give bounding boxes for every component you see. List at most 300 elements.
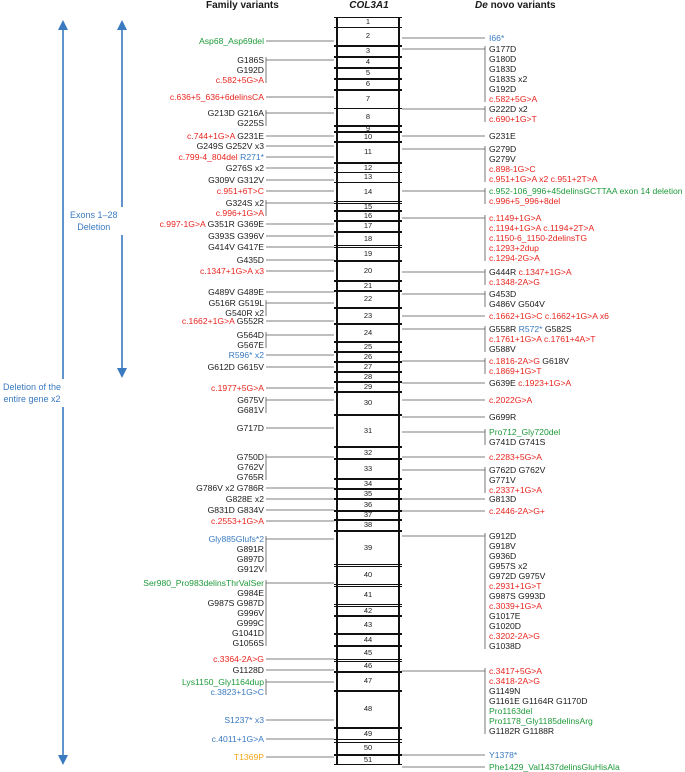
variant-text: G912D <box>489 531 517 541</box>
exon-number-1: 1 <box>365 17 371 26</box>
variant-text: G699R <box>489 412 517 422</box>
exon-boundary <box>334 659 402 660</box>
exon-number-18: 18 <box>363 233 373 243</box>
variant-text: c.1194+1G>A c.1194+2T>A <box>489 223 595 233</box>
exon-number-46: 46 <box>363 661 373 670</box>
variant-text: c.898-1G>C <box>489 164 536 174</box>
variant-text: G1017E <box>489 611 521 621</box>
family-variant-line <box>209 534 264 544</box>
exon-boundary <box>334 27 402 28</box>
exon-boundary <box>334 245 402 246</box>
variant-text: c.1816-2A>G <box>489 356 540 366</box>
denovo-variant-line <box>489 64 516 74</box>
variant-text: c.2337+1G>A <box>489 485 543 495</box>
variant-text: G762V <box>237 462 264 472</box>
variant-text: G741D G741S <box>489 437 546 447</box>
denovo-variant-line <box>489 465 545 475</box>
exon-number-35: 35 <box>363 488 373 498</box>
family-variant-line <box>237 554 264 564</box>
variant-text: G1128D <box>232 665 264 675</box>
family-variant-line <box>237 618 264 628</box>
family-variant-line <box>178 152 264 162</box>
exon-boundary <box>334 764 402 765</box>
family-variant-line <box>224 715 264 725</box>
denovo-variant-line <box>489 686 520 696</box>
denovo-variant-line <box>489 164 536 174</box>
variant-text: R271* <box>237 152 264 162</box>
variant-text: c.1347+1G>A <box>516 267 572 277</box>
variant-text: c.744+1G>A <box>187 131 235 141</box>
family-variant-line <box>237 340 264 350</box>
exon-number-6: 6 <box>365 79 371 88</box>
denovo-variant-line <box>489 344 516 354</box>
exon-number-17: 17 <box>363 221 373 230</box>
exon-boundary <box>334 566 402 567</box>
variant-text: G183D <box>489 64 517 74</box>
variant-text: G213D G216A <box>207 108 264 118</box>
family-variant-line <box>237 330 264 340</box>
exon-number-41: 41 <box>363 590 373 599</box>
exon-boundary <box>334 324 402 325</box>
family-variant-line <box>196 483 264 493</box>
denovo-variant-line <box>489 84 516 94</box>
family-variant-line <box>233 665 264 675</box>
variant-text: c.1761+1G>A c.1761+4A>T <box>489 334 596 344</box>
exon-boundary <box>334 459 402 460</box>
family-variant-line <box>226 163 264 173</box>
variant-text: c.1923+1G>A <box>515 378 572 388</box>
denovo-variant-line <box>489 131 516 141</box>
variant-text: Ser980_Pro983delinsThrValSer <box>143 578 264 588</box>
family-variant-line <box>182 677 264 687</box>
denovo-variant-line <box>489 571 545 581</box>
denovo-variant-line <box>489 696 587 706</box>
variant-text: c.1662+1G>C c.1662+1G>A x6 <box>489 311 609 321</box>
denovo-variant-line <box>489 726 554 736</box>
denovo-variant-line <box>489 94 537 104</box>
variant-text: G639E <box>489 378 516 388</box>
variant-text: G891R <box>236 544 264 554</box>
variant-text: G762D G762V <box>489 465 546 475</box>
variant-text: c.2931+1G>T <box>489 581 542 591</box>
denovo-variant-line <box>489 174 597 184</box>
exon-number-51: 51 <box>363 754 373 764</box>
variant-text: c.1869+1G>T <box>489 366 542 376</box>
denovo-variant-line <box>489 54 516 64</box>
variant-text: T1369P <box>233 752 264 762</box>
denovo-variant-line <box>489 475 516 485</box>
denovo-variant-line <box>489 74 527 84</box>
variant-text: I66* <box>489 33 505 43</box>
variant-text: G516R G519L <box>208 298 264 308</box>
family-variant-line <box>209 298 264 308</box>
exon-number-10: 10 <box>363 131 373 141</box>
variant-text: Asp68_Asp69del <box>199 36 264 46</box>
denovo-variant-line <box>489 750 517 760</box>
de-novo-variants-header: De novo variants <box>475 0 556 11</box>
variant-text: G918V <box>489 541 516 551</box>
exon-number-34: 34 <box>363 478 373 488</box>
denovo-variant-line <box>489 541 516 551</box>
variant-text: G1041D <box>231 628 264 638</box>
family-variant-line <box>212 734 264 744</box>
variant-text: G489V G489E <box>208 287 264 297</box>
variant-text: G618V <box>539 356 570 366</box>
variant-text: c.2553+1G>A <box>210 516 264 526</box>
variant-text: G1161E G1164R G1170D <box>489 696 588 706</box>
variant-text: G717D <box>236 423 264 433</box>
exon-number-31: 31 <box>363 425 373 435</box>
family-variant-line <box>208 242 264 252</box>
exon-boundary <box>334 691 402 692</box>
variant-text: G750D <box>236 452 264 462</box>
denovo-variant-line <box>489 494 516 504</box>
variant-text: c.690+1G>T <box>489 114 537 124</box>
variant-text: G813D <box>489 494 517 504</box>
variant-text: G1149N <box>489 686 521 696</box>
variant-text: c.3039+1G>A <box>489 601 543 611</box>
denovo-variant-line <box>489 716 593 726</box>
denovo-variant-line <box>489 676 540 686</box>
exon-number-13: 13 <box>363 172 373 181</box>
denovo-variant-line <box>489 114 537 124</box>
family-variant-line <box>160 219 264 229</box>
variant-text: c.2446-2A>G+ <box>489 506 545 516</box>
denovo-variant-line <box>489 299 545 309</box>
exon-number-3: 3 <box>365 46 371 55</box>
variant-text: c.799-4_804del <box>178 152 238 162</box>
denovo-variant-line <box>489 621 521 631</box>
family-variant-line <box>237 395 264 405</box>
variant-text: c.996+5_996+8del <box>489 196 561 206</box>
exon-number-30: 30 <box>363 398 373 407</box>
denovo-variant-line <box>489 289 516 299</box>
exon-number-49: 49 <box>363 728 373 738</box>
exon-number-36: 36 <box>363 499 373 509</box>
family-variant-line <box>237 423 264 433</box>
variant-text: c.1977+5G>A <box>210 383 264 393</box>
family-variant-line <box>237 608 264 618</box>
variant-text: G1038D <box>489 641 522 651</box>
exon-boundary <box>334 308 402 309</box>
denovo-variant-line <box>489 706 532 716</box>
family-variant-line <box>170 92 264 102</box>
family-variant-line <box>197 141 264 151</box>
variant-text: G786V x2 G786R <box>196 483 264 493</box>
variant-text: G225S <box>237 118 264 128</box>
exon-boundary <box>334 672 402 673</box>
variant-text: G957S x2 <box>489 561 528 571</box>
exon-number-11: 11 <box>364 147 372 156</box>
exon-boundary <box>334 247 402 248</box>
variant-text: c.996+1G>A <box>215 208 264 218</box>
family-variant-line <box>208 108 264 118</box>
variant-text: Y1378* <box>489 750 518 760</box>
entire-gene-deletion-label: Deletion of the entire gene x2 <box>2 382 62 404</box>
exon-boundary <box>334 739 402 740</box>
variant-text: S1237* x3 <box>224 715 264 725</box>
variant-text: c.2283+5G>A <box>489 452 543 462</box>
exon-boundary <box>334 182 402 183</box>
variant-text: c.3202-2A>G <box>489 631 540 641</box>
family-variant-line <box>208 362 264 372</box>
variant-text: G987S G993D <box>489 591 546 601</box>
variant-text: c.2022G>A <box>489 395 533 405</box>
family-variant-line <box>237 588 264 598</box>
exon-number-23: 23 <box>363 310 373 320</box>
variant-text: c.3823+1G>C <box>210 687 264 697</box>
variant-text: G564D <box>236 330 264 340</box>
family-variants-header: Family variants <box>206 0 279 11</box>
variant-text: G351R G369E <box>205 219 264 229</box>
variant-text: c.4011+1G>A <box>211 734 264 744</box>
exon-boundary <box>334 291 402 292</box>
denovo-variant-line <box>489 196 560 206</box>
family-variant-line <box>232 638 264 648</box>
denovo-variant-line <box>489 233 587 243</box>
denovo-variant-line <box>489 427 560 437</box>
variant-text: G558R <box>489 324 517 334</box>
exon-number-2: 2 <box>365 31 371 40</box>
variant-text: G1020D <box>489 621 522 631</box>
exon-number-27: 27 <box>363 361 373 371</box>
variant-text: G987S G987D <box>207 598 264 608</box>
denovo-variant-line <box>489 452 542 462</box>
exon-boundary <box>334 616 402 617</box>
exon-number-29: 29 <box>363 381 373 391</box>
variant-text: G192D <box>489 84 517 94</box>
variant-text: G567E <box>237 340 264 350</box>
variant-text: G180D <box>489 54 517 64</box>
denovo-variant-line <box>489 324 572 334</box>
variant-text: G588V <box>489 344 516 354</box>
variant-text: R572* <box>516 324 543 334</box>
variant-text: Pro1163del <box>489 706 533 716</box>
variant-text: G231E <box>234 131 264 141</box>
family-variant-line <box>237 405 264 415</box>
exon-number-39: 39 <box>363 542 373 552</box>
family-variant-line <box>226 494 264 504</box>
variant-text: G540R x2 <box>225 308 264 318</box>
variant-text: G249S G252V x3 <box>196 141 264 151</box>
exon-number-7: 7 <box>365 94 371 103</box>
variant-text: G279V <box>489 154 516 164</box>
exon-number-8: 8 <box>365 111 371 121</box>
variant-text: G582S <box>542 324 572 334</box>
exon-boundary <box>334 531 402 532</box>
exon-number-28: 28 <box>363 371 373 381</box>
variant-text: G828E x2 <box>225 494 264 504</box>
denovo-variant-line <box>489 104 528 114</box>
variant-text: Pro1178_Gly1185delinsArg <box>489 716 593 726</box>
variant-text: G765R <box>236 472 264 482</box>
variant-text: G324S x2 <box>225 198 264 208</box>
exon-boundary <box>334 604 402 605</box>
variant-text: Pro712_Gly720del <box>489 427 561 437</box>
family-variant-line <box>216 75 264 85</box>
family-variant-line <box>208 231 264 241</box>
variant-text: G453D <box>489 289 517 299</box>
denovo-variant-line <box>489 591 545 601</box>
variant-text: G414V G417E <box>208 242 264 252</box>
denovo-variant-line <box>489 378 571 388</box>
family-variant-line <box>237 55 264 65</box>
family-variant-line <box>234 752 264 762</box>
variant-text: G309V G312V <box>208 175 264 185</box>
exon-boundary <box>334 646 402 647</box>
family-variant-line <box>208 598 264 608</box>
family-variant-line <box>237 462 264 472</box>
variant-text: R596* x2 <box>228 350 264 360</box>
variant-text: Phe1429_Val1437delinsGluHisAla <box>489 762 620 772</box>
denovo-variant-line <box>489 144 516 154</box>
denovo-variant-line <box>489 561 527 571</box>
denovo-variant-line <box>489 601 542 611</box>
exon-number-47: 47 <box>363 676 373 685</box>
variant-text: c.3364-2A>G <box>213 654 264 664</box>
denovo-variant-line <box>489 641 521 651</box>
exon-number-4: 4 <box>365 57 371 66</box>
variant-text: G612D G615V <box>207 362 264 372</box>
denovo-variant-line <box>489 311 609 321</box>
exon-boundary <box>334 564 402 565</box>
variant-text: c.997-1G>A <box>159 219 206 229</box>
denovo-variant-line <box>489 334 596 344</box>
exon-boundary <box>334 142 402 143</box>
family-variant-line <box>237 452 264 462</box>
variant-text: c.582+5G>A <box>215 75 264 85</box>
exons-1-28-deletion-label: Exons 1–28 Deletion <box>70 210 118 232</box>
denovo-variant-line <box>489 213 541 223</box>
denovo-variant-line <box>489 551 516 561</box>
variant-text: c.1347+1G>A x3 <box>199 266 264 276</box>
variant-text: G186S <box>237 55 264 65</box>
variant-text: G984E <box>237 588 264 598</box>
variant-text: G1056S <box>232 638 264 648</box>
family-variant-line <box>232 628 264 638</box>
exon-number-15: 15 <box>363 201 373 211</box>
variant-text: G912V <box>237 564 264 574</box>
exon-number-45: 45 <box>363 647 373 657</box>
family-variant-line <box>237 564 264 574</box>
variant-text: G936D <box>489 551 517 561</box>
variant-text: G681V <box>237 405 264 415</box>
family-variant-line <box>237 544 264 554</box>
family-variant-line <box>216 208 264 218</box>
denovo-variant-line <box>489 611 521 621</box>
denovo-variant-line <box>489 506 545 516</box>
family-variant-line <box>182 316 264 326</box>
exon-number-12: 12 <box>363 162 373 172</box>
variant-text: c.1348-2A>G <box>489 277 540 287</box>
variant-text: G996V <box>237 608 264 618</box>
variant-text: c.952-106_996+45delinsGCTTAA exon 14 deletion <box>489 186 683 196</box>
family-variant-line <box>211 516 264 526</box>
exon-boundary <box>334 90 402 91</box>
denovo-variant-line <box>489 277 540 287</box>
exon-boundary <box>334 584 402 585</box>
variant-text: c.951+6T>C <box>216 186 264 196</box>
variant-text: c.582+5G>A <box>489 94 538 104</box>
exon-number-33: 33 <box>363 463 373 473</box>
variant-text: G276S x2 <box>225 163 264 173</box>
exon-number-16: 16 <box>363 210 373 220</box>
exon-number-38: 38 <box>363 520 373 529</box>
variant-text: G222D x2 <box>489 104 528 114</box>
variant-text: c.636+5_636+6delinsCA <box>169 92 264 102</box>
variant-text: c.3418-2A>G <box>489 676 540 686</box>
variant-text: c.1150-6_1150-2delinsTG <box>489 233 588 243</box>
variant-text: c.1293+2dup <box>489 243 539 253</box>
denovo-variant-line <box>489 366 542 376</box>
family-variant-line <box>208 287 264 297</box>
family-variant-line <box>237 65 264 75</box>
exon-number-20: 20 <box>363 265 373 275</box>
denovo-variant-line <box>489 631 540 641</box>
variant-text: G393S G396V <box>208 231 264 241</box>
exon-boundary <box>334 392 402 393</box>
family-variant-line <box>217 186 264 196</box>
exon-boundary <box>334 415 402 416</box>
family-variant-line <box>237 118 264 128</box>
variant-text: c.1149+1G>A <box>489 213 542 223</box>
family-variant-line <box>226 198 264 208</box>
exon-number-43: 43 <box>363 619 373 629</box>
exon-boundary <box>334 261 402 262</box>
denovo-variant-line <box>489 44 516 54</box>
exon-boundary <box>334 108 402 109</box>
exon-number-9: 9 <box>365 123 371 133</box>
variant-text: G231E <box>489 131 516 141</box>
denovo-variant-line <box>489 223 594 233</box>
variant-text: G972D G975V <box>489 571 546 581</box>
family-variant-line <box>143 578 264 588</box>
family-variant-line <box>213 654 264 664</box>
exon-number-14: 14 <box>363 186 373 196</box>
exon-number-26: 26 <box>363 351 373 361</box>
denovo-variant-line <box>489 412 516 422</box>
family-variant-line <box>200 266 264 276</box>
denovo-variant-line <box>489 395 532 405</box>
denovo-variant-line <box>489 33 504 43</box>
family-variant-line <box>237 472 264 482</box>
variant-text: G831D G834V <box>207 505 264 515</box>
exon-number-37: 37 <box>363 510 373 519</box>
variant-text: G897D <box>236 554 264 564</box>
denovo-variant-line <box>489 267 572 277</box>
variant-text: c.1662+1G>A <box>181 316 235 326</box>
denovo-variant-line <box>489 356 569 366</box>
exon-number-50: 50 <box>363 743 373 752</box>
family-variant-line <box>208 505 264 515</box>
variant-text: G771V <box>489 475 516 485</box>
variant-text: G486V G504V <box>489 299 545 309</box>
exon-number-5: 5 <box>365 68 371 77</box>
exon-boundary <box>334 586 402 587</box>
exon-boundary <box>334 232 402 233</box>
exon-number-24: 24 <box>363 327 373 337</box>
variant-text: G999C <box>236 618 264 628</box>
variant-text: c.1294-2G>A <box>489 253 540 263</box>
exon-number-21: 21 <box>363 280 373 290</box>
variant-text: G183S x2 <box>489 74 528 84</box>
denovo-variant-line <box>489 243 539 253</box>
variant-text: G1182R G1188R <box>489 726 555 736</box>
denovo-variant-line <box>489 581 542 591</box>
variant-text: G192D <box>236 65 264 75</box>
family-variant-line <box>187 131 264 141</box>
denovo-variant-line <box>489 253 540 263</box>
